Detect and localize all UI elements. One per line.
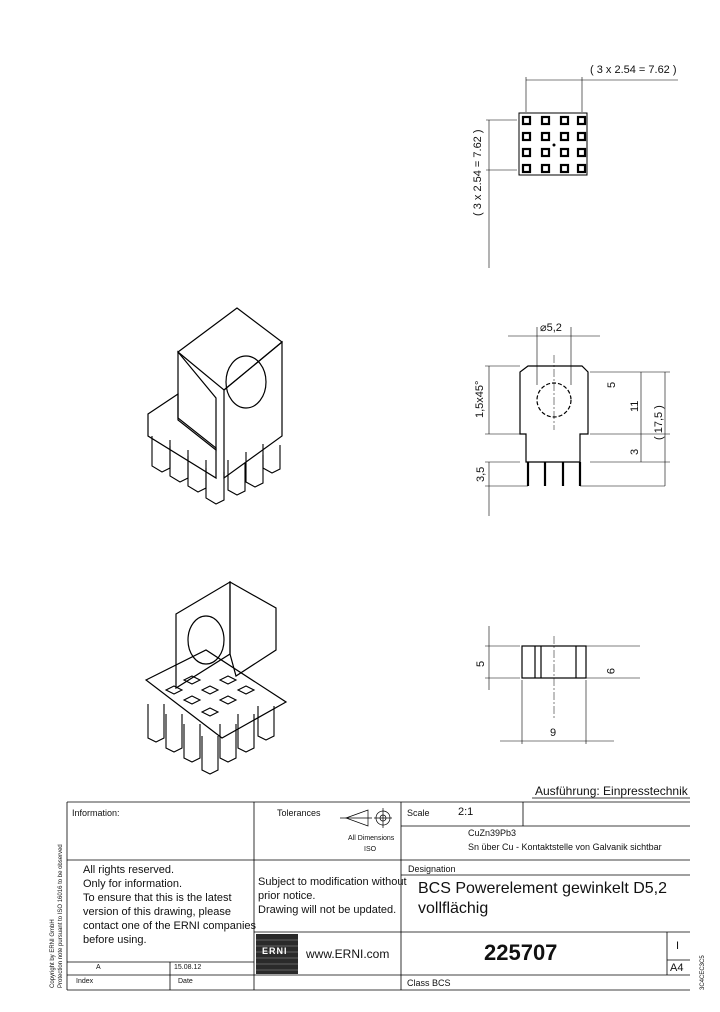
isometric-view-top (148, 308, 282, 504)
scale-label: Scale (407, 808, 430, 818)
tolerance-symbol (340, 808, 392, 828)
date-label: Date (178, 978, 193, 985)
rights-line-5: contact one of the ERNI companies (83, 920, 257, 932)
dim-17-5: ( 17,5 ) (653, 405, 665, 440)
finish: Sn über Cu - Kontaktstelle von Galvanik sichtbar (468, 842, 662, 852)
sheet-code: 3C4CEC3C5 (700, 955, 706, 990)
tolerances-label: Tolerances (277, 808, 321, 818)
dim-11: 11 (629, 400, 641, 412)
subject-line-1: Subject to modification without (258, 876, 407, 888)
designation-line-1: BCS Powerelement gewinkelt D5,2 (418, 880, 668, 897)
subject-line-2: prior notice. (258, 890, 316, 902)
date-value: 15.08.12 (174, 964, 202, 971)
rights-line-4: version of this drawing, please (83, 906, 231, 918)
rights-line-6: before using. (83, 934, 147, 946)
index-value: A (96, 964, 101, 971)
designation-label: Designation (408, 864, 456, 874)
rights-line-2: Only for information. (83, 878, 183, 890)
class-label: Class BCS (407, 978, 451, 988)
index-label: Index (76, 978, 94, 985)
designation-line-2: vollflächig (418, 900, 489, 917)
information-label: Information: (72, 808, 120, 818)
rights-line-3: To ensure that this is the latest (83, 892, 232, 904)
scale-value: 2:1 (458, 806, 474, 818)
rights-line-1: All rights reserved. (83, 864, 175, 876)
sheet-format: A4 (670, 962, 684, 974)
execution-note: Ausführung: Einpresstechnik (535, 784, 688, 798)
part-number: 225707 (484, 940, 558, 965)
dim-chamfer: 1,5x45° (474, 380, 486, 418)
erni-logo: ERNI (262, 946, 288, 956)
dim-bottom-9-horizontal: 9 (550, 727, 557, 739)
isometric-view-bottom (146, 582, 286, 774)
copyright-note: Copyright by ERNI GmbH (50, 919, 56, 988)
dim-3: 3 (629, 448, 641, 455)
protection-note: Protection note pursuant to ISO 16016 to be observed (58, 844, 64, 988)
all-dimensions-label: All Dimensions (348, 835, 395, 842)
dim-5: 5 (606, 381, 618, 388)
front-view (485, 327, 670, 516)
material: CuZn39Pb3 (468, 828, 517, 838)
revision: I (676, 940, 680, 952)
iso-label: ISO (364, 846, 377, 853)
dim-3-5: 3,5 (475, 466, 487, 482)
dim-hole-diameter: ⌀5,2 (540, 322, 562, 334)
pin-grid-view (486, 77, 678, 268)
dim-bottom-9-vertical: 9 (604, 668, 616, 675)
subject-line-3: Drawing will not be updated. (258, 904, 397, 916)
dim-pitch-horizontal: ( 3 x 2.54 = 7.62 ) (590, 64, 677, 76)
dim-pitch-vertical: ( 3 x 2.54 = 7.62 ) (472, 129, 484, 216)
web-address[interactable]: www.ERNI.com (306, 947, 390, 961)
side-view (485, 626, 640, 744)
dim-bottom-5: 5 (475, 660, 487, 667)
